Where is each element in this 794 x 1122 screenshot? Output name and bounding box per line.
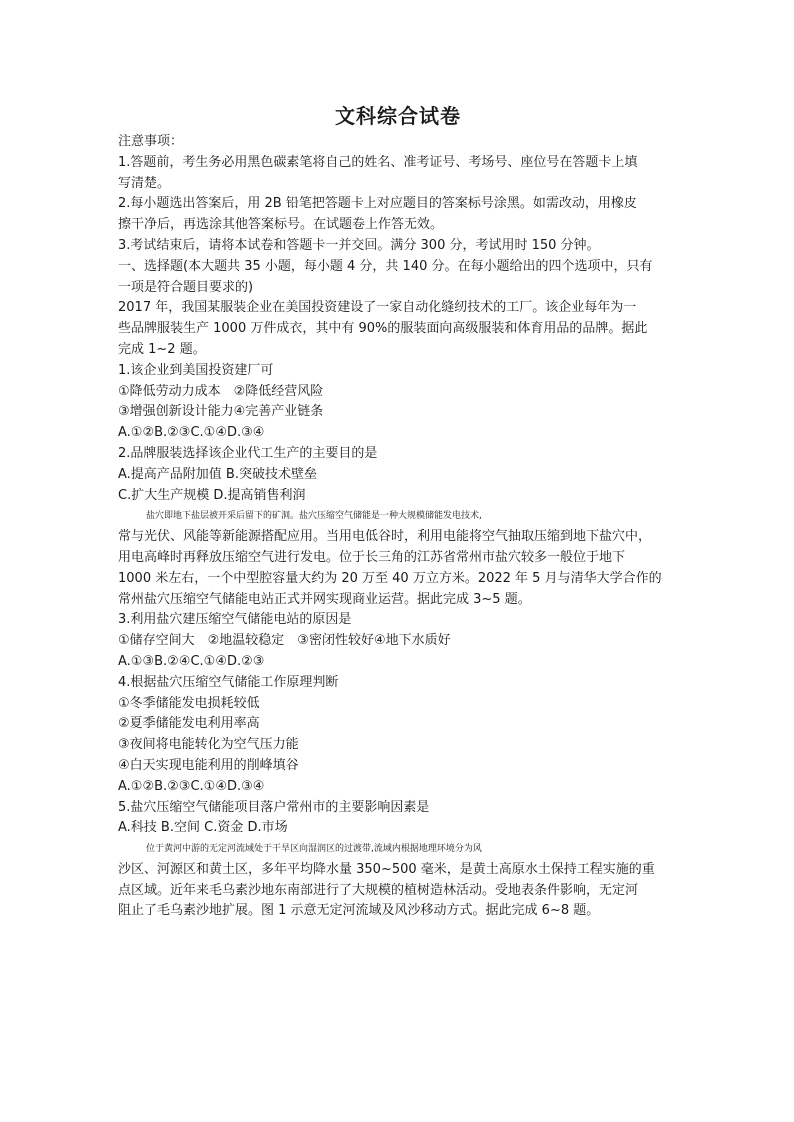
text-line: 2.品牌服装选择该企业代工生产的主要目的是 xyxy=(118,445,378,461)
text-line: 擦干净后，再选涂其他答案标号。在试题卷上作答无效。 xyxy=(118,217,444,233)
text-line: 常与光伏、风能等新能源搭配应用。当用电低谷时，利用电能将空气抽取压缩到地下盐穴中， xyxy=(118,529,652,545)
text-line: 一项是符合题目要求的) xyxy=(118,279,254,295)
page-title: 文科综合试卷 xyxy=(335,104,461,128)
text-line: 2017 年，我国某服装企业在美国投资建设了一家自动化缝纫技术的工厂。该企业每年为一 xyxy=(118,300,637,316)
text-line: A.提高产品附加值 B.突破技术壁垒 xyxy=(118,466,317,482)
text-line: 阻止了毛乌素沙地扩展。图 1 示意无定河流域及风沙移动方式。据此完成 6~8 题。 xyxy=(118,903,600,919)
text-line: 1.该企业到美国投资建厂可 xyxy=(118,362,274,378)
text-line: 3.考试结束后，请将本试卷和答题卡一并交回。满分 300 分，考试用时 150 分钟。 xyxy=(118,237,600,253)
text-line: 1000 米左右，一个中型腔容量大约为 20 万至 40 万立方米。2022 年 5 月与清华大学合作的 xyxy=(118,570,662,586)
text-line: ③夜间将电能转化为空气压力能 xyxy=(118,737,299,753)
text-line: ②夏季储能发电利用率高 xyxy=(118,716,260,732)
text-line: A.①②B.②③C.①④D.③④ xyxy=(118,778,265,794)
text-line: 1.答题前，考生务必用黑色碳素笔将自己的姓名、准考证号、考场号、座位号在答题卡上填 xyxy=(118,154,638,170)
text-line: 2.每小题选出答案后，用 2B 铅笔把答题卡上对应题目的答案标号涂黑。如需改动，用橡皮 xyxy=(118,196,637,212)
text-line: 3.利用盐穴建压缩空气储能电站的原因是 xyxy=(118,612,352,628)
text-line: 些品牌服装生产 1000 万件成衣，其中有 90%的服装面向高级服装和体育用品的品牌。据此 xyxy=(118,321,648,337)
text-line: 完成 1~2 题。 xyxy=(118,341,206,357)
text-line: C.扩大生产规模 D.提高销售利润 xyxy=(118,487,306,503)
text-line: A.①③B.②④C.①④D.②③ xyxy=(118,653,265,669)
text-line: 点区域。近年来毛乌素沙地东南部进行了大规模的植树造林活动。受地表条件影响，无定河 xyxy=(118,882,639,898)
text-line: 写清楚。 xyxy=(118,175,171,191)
exam-page xyxy=(118,100,678,922)
text-line: ①降低劳动力成本 ②降低经营风险 xyxy=(118,383,324,399)
text-line: 常州盐穴压缩空气储能电站正式并网实现商业运营。据此完成 3~5 题。 xyxy=(118,591,531,607)
text-line: ④白天实现电能利用的削峰填谷 xyxy=(118,757,299,773)
text-line: 一、选择题(本大题共 35 小题，每小题 4 分，共 140 分。在每小题给出的四个选项中，只有 xyxy=(118,258,653,274)
text-line: ①冬季储能发电损耗较低 xyxy=(118,695,260,711)
text-line: 位于黄河中游的无定河流域处于干旱区向湿润区的过渡带,流域内根据地理环境分为风 xyxy=(146,844,482,855)
text-line: 用电高峰时再释放压缩空气进行发电。位于长三角的江苏省常州市盐穴较多一般位于地下 xyxy=(118,549,626,565)
text-line: A.①②B.②③C.①④D.③④ xyxy=(118,425,265,441)
text-line: 沙区、河源区和黄土区，多年平均降水量 350~500 毫米，是黄土高原水土保持工程实施的重 xyxy=(118,861,655,877)
text-line: ①储存空间大 ②地温较稳定 ③密闭性较好④地下水质好 xyxy=(118,633,451,649)
text-line: 5.盐穴压缩空气储能项目落户常州市的主要影响因素是 xyxy=(118,799,430,815)
document-body xyxy=(118,132,678,922)
text-line: 4.根据盐穴压缩空气储能工作原理判断 xyxy=(118,674,339,690)
text-line: ③增强创新设计能力④完善产业链条 xyxy=(118,404,324,420)
text-line: 注意事项： xyxy=(118,134,184,149)
text-line: 盐穴即地下盐层被开采后留下的矿洞。盐穴压缩空气储能是一种大规模储能发电技术, xyxy=(146,511,482,522)
text-line: A.科技 B.空间 C.资金 D.市场 xyxy=(118,820,288,836)
